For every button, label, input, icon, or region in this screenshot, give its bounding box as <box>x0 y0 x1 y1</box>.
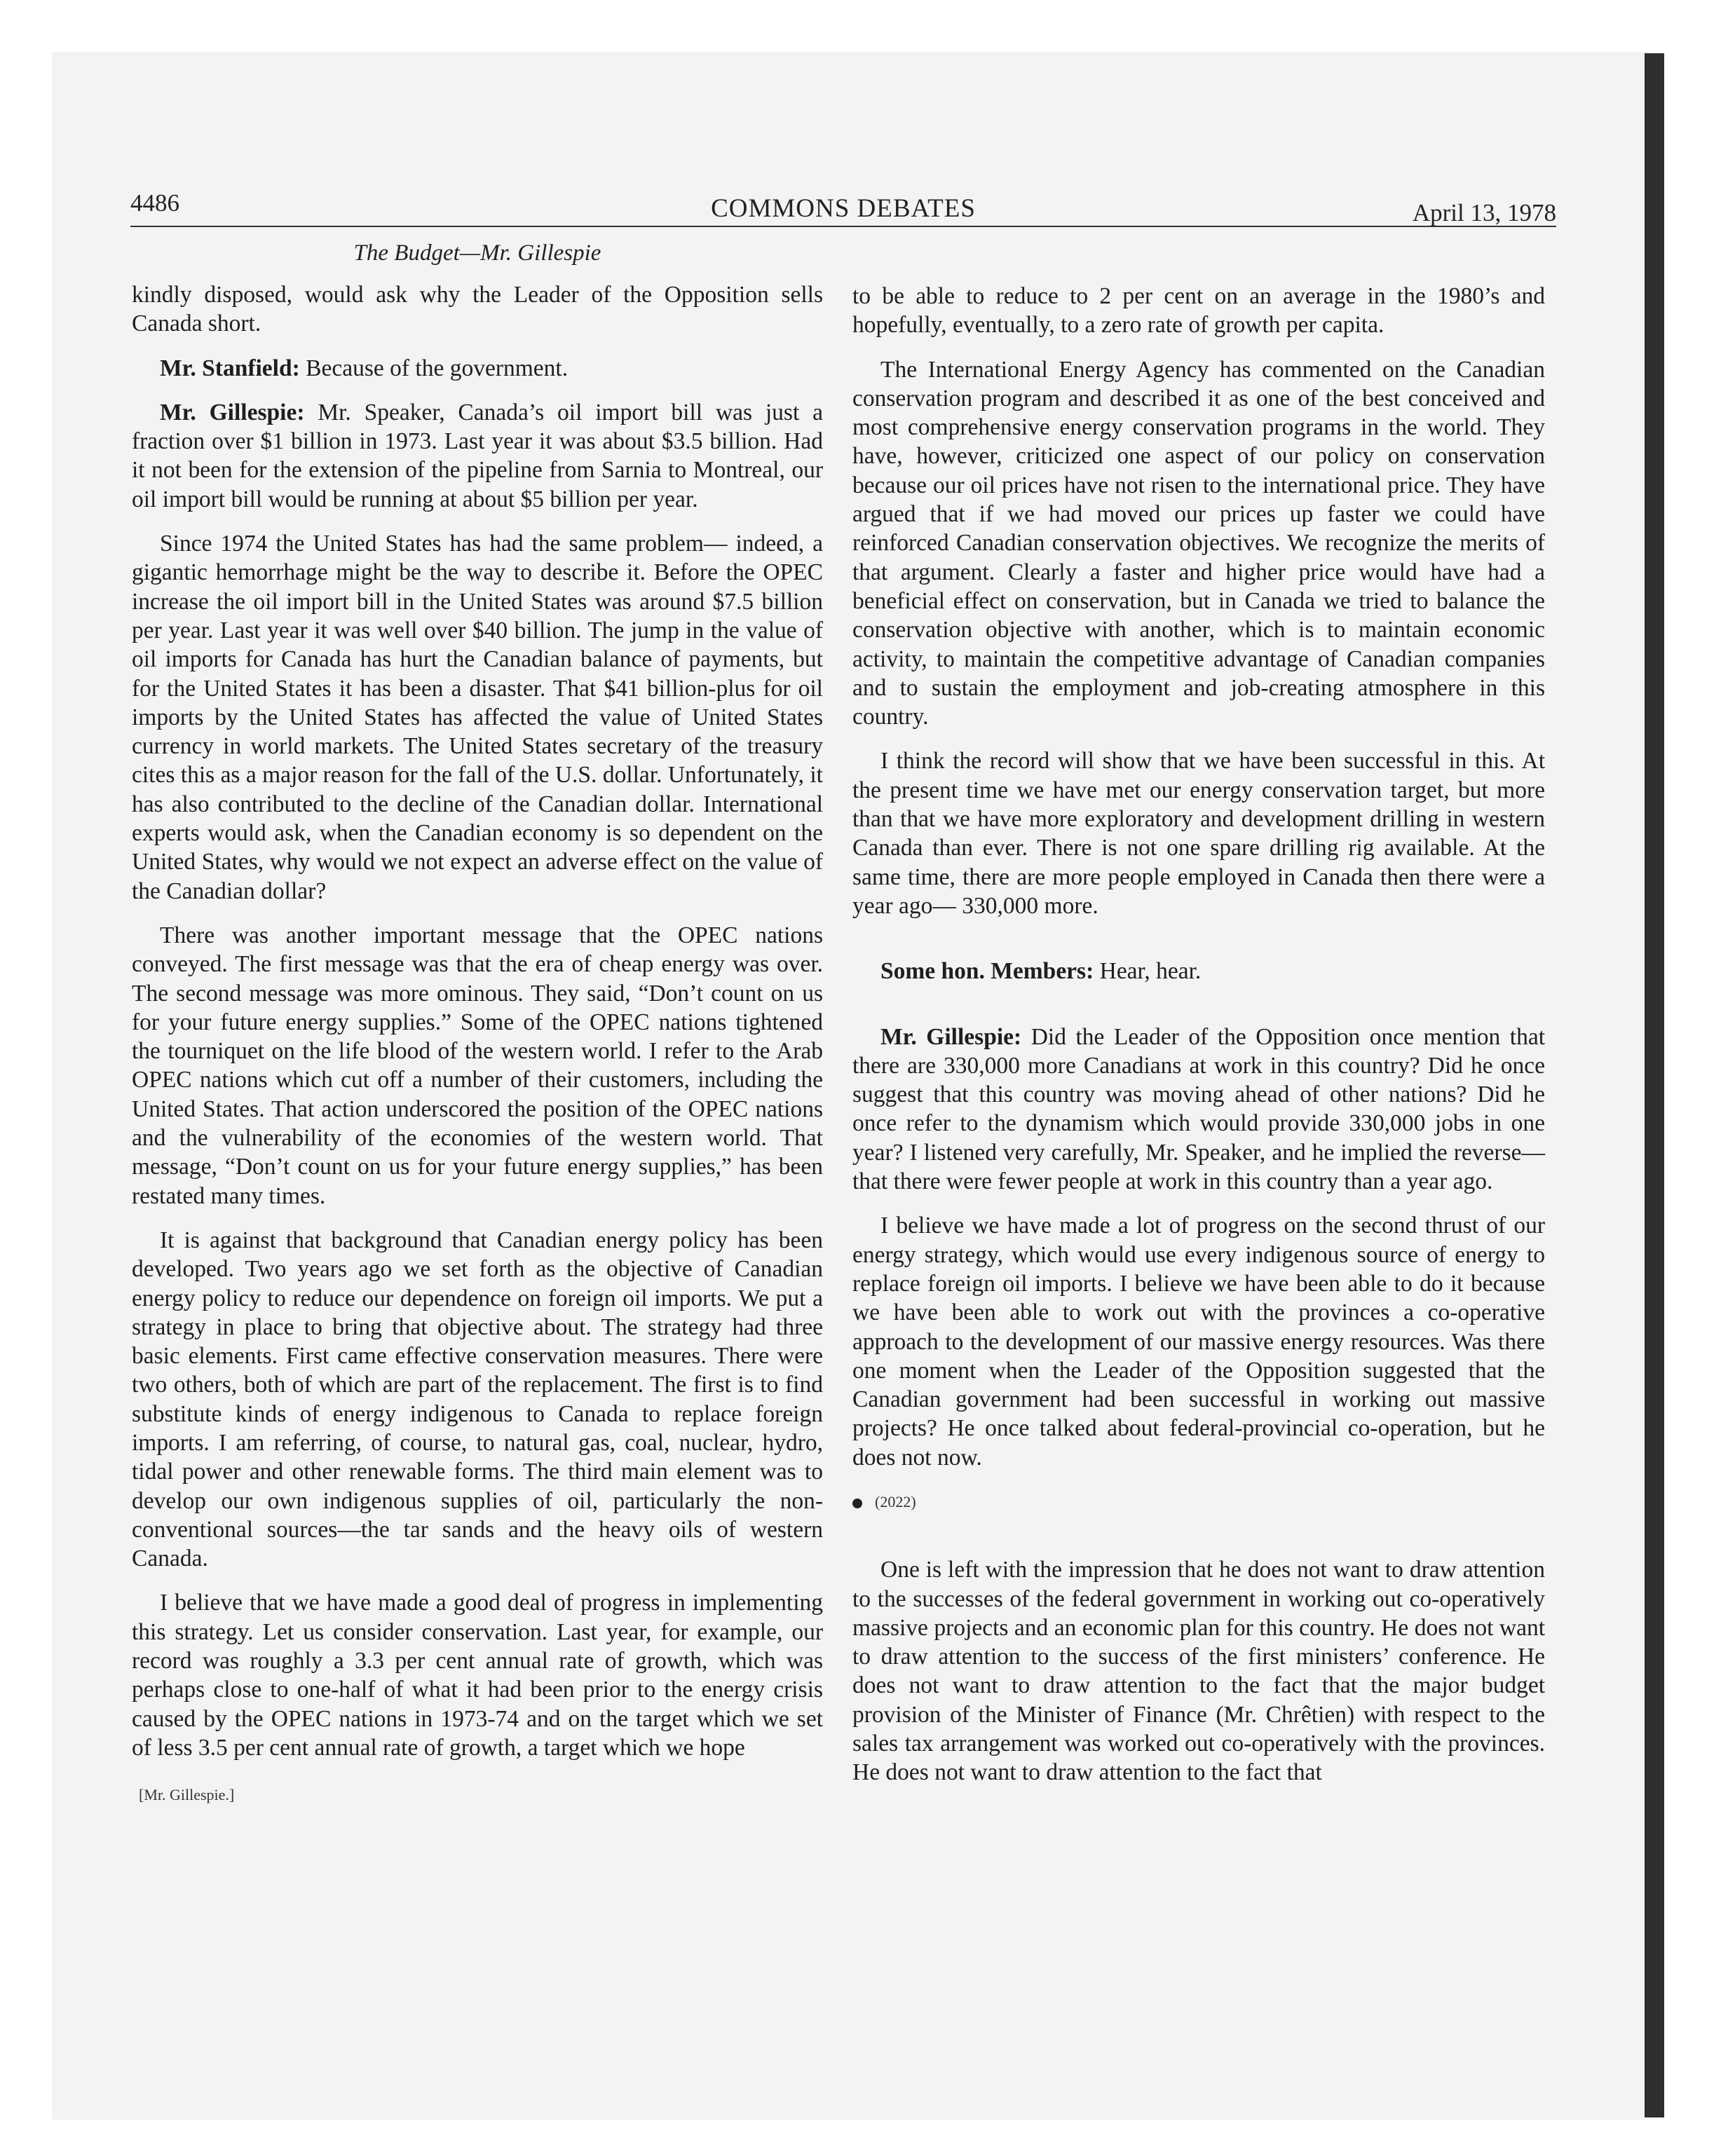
paragraph: Since 1974 the United States has had the same problem— indeed, a gigantic hemorrhage might be the way to describe it. Before the OPEC increase the oil import bill in the United States was around $7.5 billion per year. Last year it was well over $40 billion. The jump in the value of oil imports for Canada has hurt the Canadian balance of payments, but for the United States it has been a disaster. That $41 billion-plus for oil imports by the United States has affected the value of United States currency in world markets. The United States secretary of the treasury cites this as a major reason for the fall of the U.S. dollar. Unfortunately, it has also contributed to the decline of the Canadian dollar. International experts would ask, when the Canadian economy is so dependent on the United States, why would we not expect an adverse effect on the value of the Canadian dollar? <box>132 531 823 904</box>
time-marker-text: (2022) <box>875 1492 916 1510</box>
paragraph <box>132 354 823 383</box>
header-rule <box>130 226 1556 227</box>
right-column <box>852 282 1545 1803</box>
scan-edge-shadow <box>1645 53 1664 2117</box>
publication-title: COMMONS DEBATES <box>711 194 976 223</box>
paragraph: I believe that we have made a good deal of progress in implementing this strategy. Let us consider conservation. Last year, for example, our record was roughly a 3.3 per cent annual rate of growth, which was perhaps close to one-half of what it had been prior to the energy crisis caused by the OPEC nations in 1973-74 and on the target which we set of less 3.5 per cent annual rate of growth, a target which we hope <box>132 1590 823 1761</box>
spacer <box>852 1002 1545 1023</box>
bullet-icon <box>852 1499 862 1508</box>
speech-text: Did the Leader of the Opposition once mention that there are 330,000 more Canadians at work in this country? Did he once suggest that this country was moving ahead of other nations? Did he once refer to the dynamism which would provide 330,000 jobs in one year? I listened very carefully, Mr. Speaker, and he implied the reverse—that there were fewer people at work in this country than a year ago. <box>852 1023 1546 1195</box>
paragraph: kindly disposed, would ask why the Leader of the Opposition sells Canada short. <box>132 282 823 337</box>
paragraph <box>132 398 823 514</box>
page-header <box>130 189 1556 231</box>
speech-text: Mr. Speaker, Canada’s oil import bill was just a fraction over $1 billion in 1973. Last year it was about $3.5 billion. Had it not been for the extension of the pipeline from Sarnia to Montreal, our oil import bill would be running at about $5 billion per year. <box>132 399 823 512</box>
paragraph: One is left with the impression that he does not want to draw attention to the successes of the federal government in working out co-operatively massive projects and an economic plan for this country. He does not want to draw attention to the success of the first ministers’ conference. He does not want to draw attention to the fact that the major budget provision of the Minister of Finance (Mr. Chrêtien) with respect to the sales tax arrangement was worked out co-operatively with the provinces. He does not want to draw attention to the fact that <box>852 1557 1545 1786</box>
spacer <box>852 936 1545 957</box>
paragraph: It is against that background that Canadian energy policy has been developed. Two years ago we set forth as the objective of Canadian energy policy to reduce our dependence on foreign oil imports. We put a strategy in place to bring that objective about. The strategy had three basic elements. First came effective conservation measures. There were two others, both of which are part of the replacement. The first is to find substitute kinds of energy indigenous to Canada to replace foreign imports. I am referring, of course, to natural gas, coal, nuclear, hydro, tidal power and other renewable forms. The third main element was to develop our own indigenous supplies of oil, particularly the non-conventional sources—the tar sands and the heavy oils of western Canada. <box>132 1227 823 1572</box>
page-number: 4486 <box>130 189 179 217</box>
paragraph: I believe we have made a lot of progress on the second thrust of our energy strategy, which would use every indigenous source of energy to replace foreign oil imports. I believe we have been able to do it because we have been able to work out with the provinces a co-operative approach to the development of our massive energy resources. Was there one moment when the Leader of the Opposition suggested that the Canadian government had been successful in working out massive projects? He once talked about federal-provincial co-operation, but he does not now. <box>852 1213 1545 1471</box>
paragraph: There was another important message that the OPEC nations conveyed. The first message was that the era of cheap energy was over. The second message was more ominous. They said, “Don’t count on us for your future energy supplies.” Some of the OPEC nations tightened the tourniquet on the life blood of the western world. I refer to the Arab OPEC nations which cut off a number of their customers, including the United States. That action underscored the position of the OPEC nations and the vulnerability of the economies of the western world. That message, “Don’t count on us for your future energy supplies,” has been restated many times. <box>132 922 823 1209</box>
speaker-name: Mr. Gillespie: <box>160 399 305 425</box>
paragraph <box>852 1023 1545 1196</box>
paragraph: to be able to reduce to 2 per cent on an average in the 1980’s and hopefully, eventually, to a zero rate of growth per capita. <box>852 283 1545 339</box>
speech-text: Hear, hear. <box>1099 958 1202 985</box>
header-date: April 13, 1978 <box>1412 199 1556 226</box>
speaker-name: Some hon. Members: <box>880 958 1094 985</box>
paragraph: I think the record will show that we have been successful in this. At the present time we have met our energy conservation target, but more than that we have more exploratory and development drilling in western Canada than ever. There is not one spare drilling rig available. At the same time, there are more people employed in Canada then there were a year ago— 330,000 more. <box>852 748 1545 919</box>
paragraph <box>852 957 1545 985</box>
speaker-name: Mr. Gillespie: <box>880 1023 1022 1050</box>
paragraph: The International Energy Agency has commented on the Canadian conservation program and described it as one of the best conceived and most comprehensive energy conservation programs in the world. They have, however, criticized one aspect of our policy on conservation because our oil prices have not risen to the international price. They have argued that if we had moved our prices up faster we could have reinforced Canadian conservation objectives. We recognize the merits of that argument. Clearly a faster and higher price would have had a beneficial effect on conservation, but in Canada we tried to balance the conservation objective with another, which is to maintain economic activity, to maintain the competitive advantage of Canadian companies and to sustain the employment and job-creating atmosphere in this country. <box>852 356 1545 730</box>
speaker-footnote: [Mr. Gillespie.] <box>139 1786 235 1804</box>
left-column <box>132 280 823 1810</box>
speech-text: Because of the government. <box>306 355 569 381</box>
time-marker <box>852 1487 1545 1516</box>
running-head: The Budget—Mr. Gillespie <box>353 240 601 266</box>
speaker-name: Mr. Stanfield: <box>160 355 300 381</box>
